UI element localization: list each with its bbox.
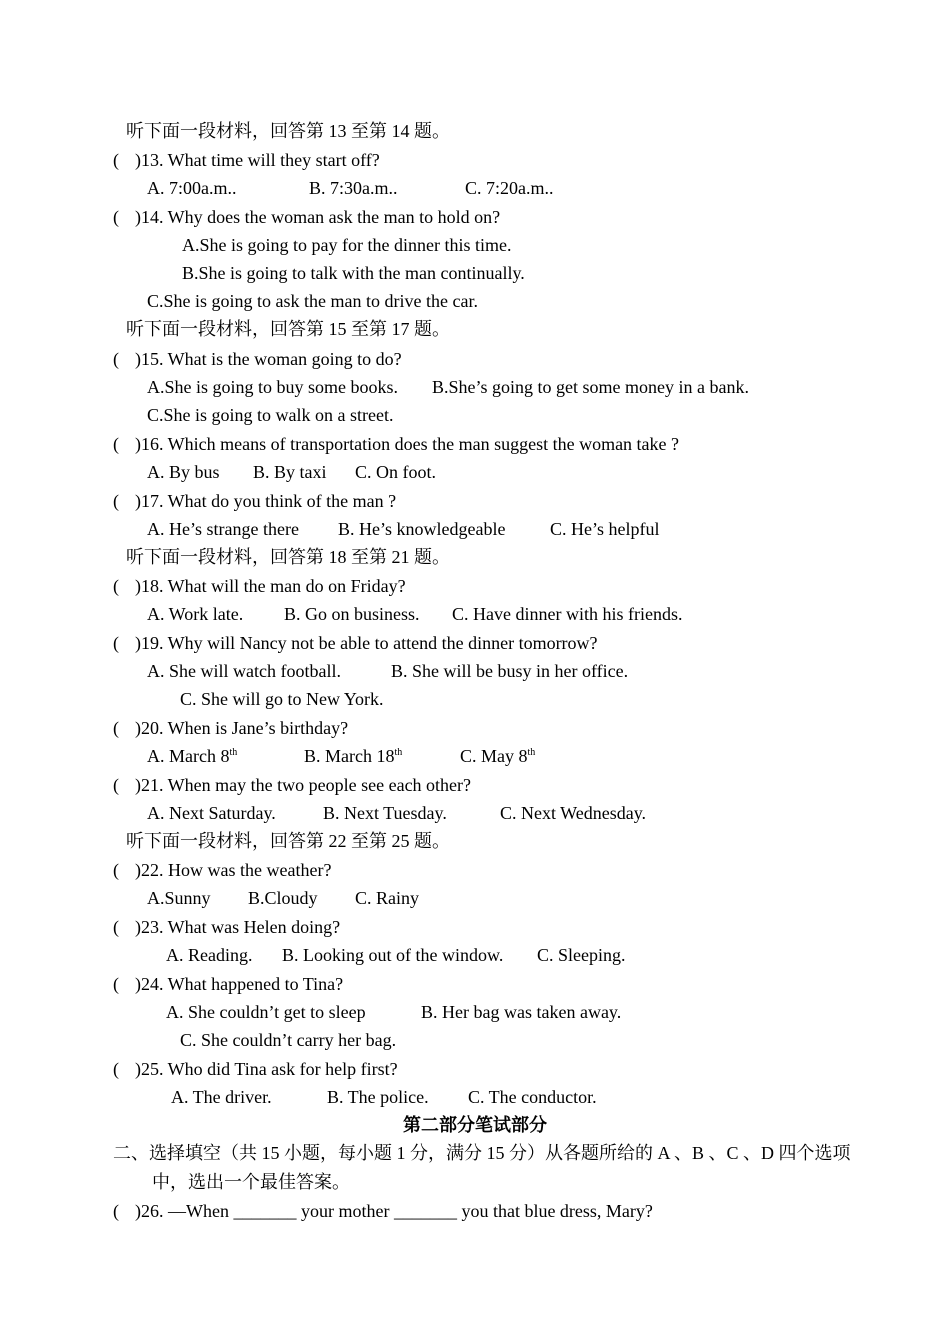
- question-text: )14. Why does the woman ask the man to hold on?: [135, 207, 501, 227]
- option-c: C. The conductor.: [468, 1087, 597, 1107]
- ordinal-suffix: th: [527, 747, 536, 758]
- question-text: )26. —When _______ your mother _______ you that blue dress, Mary?: [135, 1201, 653, 1221]
- option-c: C. On foot.: [355, 462, 436, 482]
- answer-paren: (: [113, 1201, 119, 1221]
- question-text: )23. What was Helen doing?: [135, 917, 341, 937]
- option-a: A. 7:00a.m..: [147, 178, 237, 198]
- question-text: )24. What happened to Tina?: [135, 974, 344, 994]
- option-b: B. 7:30a.m..: [309, 178, 398, 198]
- option-b: B. By taxi: [253, 462, 327, 482]
- option-b: B.She’s going to get some money in a bank.: [432, 377, 749, 397]
- option-a: A. Next Saturday.: [147, 803, 276, 823]
- option-c: [460, 746, 535, 766]
- option-c: C. 7:20a.m..: [465, 178, 554, 198]
- option-a: A. She couldn’t get to sleep: [166, 1002, 366, 1022]
- option-text: A. March 8: [147, 746, 230, 766]
- option-a: A. Reading.: [166, 945, 253, 965]
- question-18: [113, 576, 406, 596]
- ordinal-suffix: th: [394, 747, 403, 758]
- part-two-instruction-cont: 中，选出一个最佳答案。: [152, 1172, 350, 1192]
- option-c: C. Rainy: [355, 888, 420, 908]
- option-c: C.She is going to walk on a street.: [147, 405, 394, 425]
- answer-paren: (: [113, 576, 119, 596]
- part-two-title: 第二部分笔试部分: [403, 1115, 547, 1135]
- question-26: [113, 1201, 653, 1221]
- question-24: [113, 974, 343, 994]
- question-text: )19. Why will Nancy not be able to attend the dinner tomorrow?: [135, 633, 598, 653]
- answer-paren: (: [113, 718, 119, 738]
- option-b: B. Her bag was taken away.: [421, 1002, 622, 1022]
- question-19: [113, 633, 598, 653]
- option-b: B.She is going to talk with the man continually.: [182, 263, 525, 283]
- option-b: B. Go on business.: [284, 604, 420, 624]
- question-22: [113, 860, 331, 880]
- answer-paren: (: [113, 775, 119, 795]
- option-b: B. He’s knowledgeable: [338, 519, 506, 539]
- answer-paren: (: [113, 860, 119, 880]
- question-16: [113, 434, 679, 454]
- question-text: )18. What will the man do on Friday?: [135, 576, 406, 596]
- option-a: A.She is going to pay for the dinner this time.: [182, 235, 512, 255]
- question-13: [113, 150, 380, 170]
- question-text: )22. How was the weather?: [135, 860, 332, 880]
- question-text: )25. Who did Tina ask for help first?: [135, 1059, 398, 1079]
- answer-paren: (: [113, 491, 119, 511]
- question-14: [113, 207, 500, 227]
- answer-paren: (: [113, 974, 119, 994]
- option-a: A.She is going to buy some books.: [147, 377, 399, 397]
- option-c: C. She will go to New York.: [180, 689, 384, 709]
- section-instruction: 听下面一段材料，回答第 15 至第 17 题。: [126, 319, 450, 339]
- answer-paren: (: [113, 633, 119, 653]
- section-instruction: 听下面一段材料，回答第 18 至第 21 题。: [126, 547, 450, 567]
- option-a: [147, 746, 237, 766]
- option-b: B. Looking out of the window.: [282, 945, 504, 965]
- question-25: [113, 1059, 398, 1079]
- option-text: B. March 18: [304, 746, 395, 766]
- option-c: C. She couldn’t carry her bag.: [180, 1030, 397, 1050]
- question-15: [113, 349, 402, 369]
- section-instruction: 听下面一段材料，回答第 22 至第 25 题。: [126, 831, 450, 851]
- answer-paren: (: [113, 434, 119, 454]
- answer-paren: (: [113, 917, 119, 937]
- question-text: )13. What time will they start off?: [135, 150, 380, 170]
- option-text: C. May 8: [460, 746, 528, 766]
- option-b: B. Next Tuesday.: [323, 803, 447, 823]
- question-21: [113, 775, 471, 795]
- option-c: C. He’s helpful: [550, 519, 660, 539]
- option-a: A. She will watch football.: [147, 661, 341, 681]
- question-20: [113, 718, 348, 738]
- option-a: A. The driver.: [171, 1087, 272, 1107]
- answer-paren: (: [113, 349, 119, 369]
- answer-paren: (: [113, 1059, 119, 1079]
- question-text: )17. What do you think of the man ?: [135, 491, 397, 511]
- question-text: )16. Which means of transportation does the man suggest the woman take ?: [135, 434, 680, 454]
- section-instruction: 听下面一段材料，回答第 13 至第 14 题。: [126, 121, 450, 141]
- option-c: C. Sleeping.: [537, 945, 626, 965]
- ordinal-suffix: th: [229, 747, 238, 758]
- option-a: A.Sunny: [147, 888, 211, 908]
- question-text: )20. When is Jane’s birthday?: [135, 718, 349, 738]
- answer-paren: (: [113, 207, 119, 227]
- question-17: [113, 491, 396, 511]
- option-b: B. The police.: [327, 1087, 429, 1107]
- option-b: B.Cloudy: [248, 888, 318, 908]
- option-b: B. She will be busy in her office.: [391, 661, 629, 681]
- option-c: C. Next Wednesday.: [500, 803, 647, 823]
- option-a: A. Work late.: [147, 604, 244, 624]
- question-23: [113, 917, 340, 937]
- question-text: )15. What is the woman going to do?: [135, 349, 402, 369]
- question-text: )21. When may the two people see each other?: [135, 775, 472, 795]
- part-two-instruction: 二、选择填空（共 15 小题，每小题 1 分，满分 15 分）从各题所给的 A 、B 、C 、D 四个选项: [113, 1143, 851, 1163]
- option-c: C.She is going to ask the man to drive the car.: [147, 291, 478, 311]
- option-c: C. Have dinner with his friends.: [452, 604, 683, 624]
- option-a: A. By bus: [147, 462, 220, 482]
- option-b: [304, 746, 402, 766]
- answer-paren: (: [113, 150, 119, 170]
- option-a: A. He’s strange there: [147, 519, 299, 539]
